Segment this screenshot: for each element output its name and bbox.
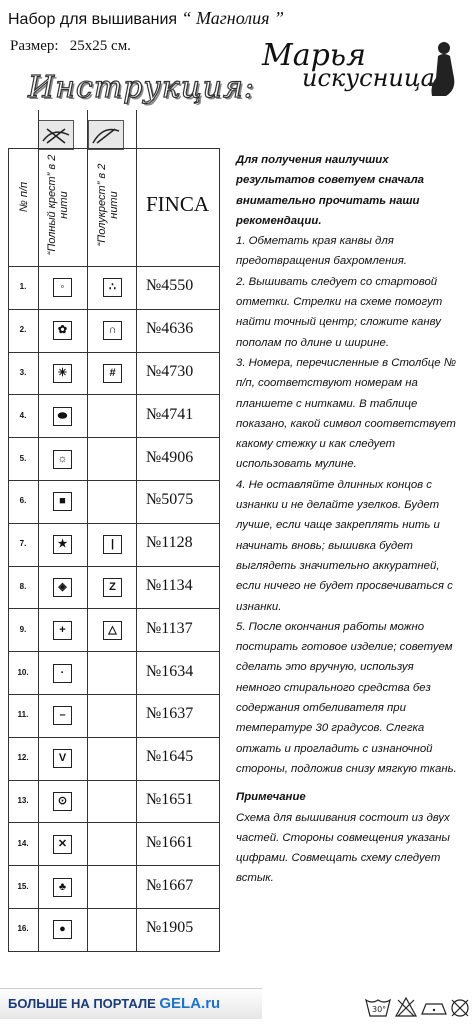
- row-divider: [8, 608, 220, 609]
- row-divider: [8, 523, 220, 524]
- table-border: [219, 148, 220, 952]
- full-cross-symbol: ♣: [53, 878, 72, 897]
- full-cross-symbol: V: [53, 749, 72, 768]
- full-cross-symbol: ✕: [53, 835, 72, 854]
- thread-table: [8, 110, 220, 952]
- col-half-cross-header: “Полукрест” в 2 нити: [96, 163, 120, 247]
- instruction-step-5: 5. После окончания работы можно постирать готовое изделие; советуем сделать это вручную, используя немного стирального средства без содержания отбеливателя при температуре 30 градусов. Слегка отжать и прогладить с изнаночной стороны, подложив снизу мягкую ткань.: [236, 620, 457, 775]
- no-bleach-icon: [396, 998, 416, 1016]
- row-divider: [8, 352, 220, 353]
- row-number: 16.: [17, 924, 29, 934]
- table-border: [136, 110, 137, 952]
- table-border: [8, 148, 9, 952]
- table-border: [8, 148, 220, 149]
- row-number: 7.: [19, 539, 27, 549]
- thread-code: №1134: [146, 577, 193, 594]
- full-cross-stitch-icon: [38, 120, 74, 150]
- row-divider: [8, 822, 220, 823]
- row-number: 6.: [19, 496, 27, 506]
- logo-line2: искусница: [302, 64, 435, 92]
- row-number: 11.: [17, 710, 29, 720]
- half-cross-symbol: ∩: [103, 321, 122, 340]
- row-number: 15.: [17, 881, 29, 891]
- table-border: [38, 110, 39, 952]
- size-line: [10, 38, 131, 55]
- table-border: [8, 266, 220, 267]
- full-cross-symbol: ◈: [53, 578, 72, 597]
- full-cross-symbol: +: [53, 621, 72, 640]
- half-cross-stitch-icon: [88, 120, 124, 150]
- row-number: 4.: [19, 410, 27, 420]
- full-cross-symbol: –: [53, 706, 72, 725]
- row-divider: [8, 865, 220, 866]
- row-divider: [8, 394, 220, 395]
- full-cross-symbol: ✿: [53, 321, 72, 340]
- no-dry-clean-icon: [452, 1000, 468, 1016]
- row-number: 10.: [17, 667, 29, 677]
- thread-code: №4730: [146, 363, 194, 380]
- half-cross-symbol: |: [103, 535, 122, 554]
- row-number: 1.: [19, 282, 27, 292]
- footer-site[interactable]: GELA.ru: [159, 995, 221, 1012]
- instructions-text: [236, 150, 458, 889]
- full-cross-symbol: ★: [53, 535, 72, 554]
- note-text: Схема для вышивания состоит из двух частей. Стороны совмещения указаны цифрами. Совмещать схему следует встык.: [236, 811, 450, 885]
- full-cross-symbol: ⬬: [53, 407, 72, 426]
- row-divider: [8, 694, 220, 695]
- row-divider: [8, 651, 220, 652]
- row-divider: [8, 951, 220, 952]
- thread-code: №1128: [146, 534, 193, 552]
- full-cross-symbol: ☼: [53, 450, 72, 469]
- instruction-step-3: 3. Номера, перечисленные в Столбце № п/п, соответствуют номерам на планшете с нитками. В таблице показано, какой символ соответствует какому стежку и как следует использовать мулине.: [236, 356, 457, 471]
- thread-code: №1637: [146, 705, 194, 723]
- row-number: 9.: [19, 624, 27, 634]
- seamstress-figure-icon: [422, 38, 462, 98]
- logo-line1: Марья: [262, 38, 367, 73]
- brand-logo: [262, 38, 462, 98]
- row-number: 14.: [17, 838, 29, 848]
- thread-code: №4741: [146, 405, 194, 423]
- half-cross-symbol: △: [103, 621, 122, 640]
- row-number: 8.: [19, 582, 27, 591]
- thread-code: №1661: [146, 833, 194, 851]
- thread-code: №1905: [146, 919, 194, 937]
- kit-title-prefix: Набор для вышивания: [8, 11, 178, 28]
- half-cross-symbol: Z: [103, 578, 122, 597]
- thread-code: №4636: [146, 320, 194, 338]
- wash-30-icon: [366, 1000, 390, 1016]
- row-divider: [8, 437, 220, 438]
- kit-name: “ Магнолия ”: [181, 8, 285, 28]
- note-title: Примечание: [236, 791, 306, 804]
- row-divider: [8, 309, 220, 310]
- thread-code: №1667: [146, 876, 194, 894]
- col-full-cross-header: “Полный крест” в 2 нити: [46, 154, 70, 256]
- size-value: 25х25 см.: [69, 38, 131, 54]
- footer-portal-text: БОЛЬШЕ НА ПОРТАЛЕ: [8, 996, 156, 1011]
- instruction-step-1: 1. Обметать края канвы для предотвращения бахромления.: [236, 235, 407, 268]
- row-divider: [8, 480, 220, 481]
- iron-icon: [422, 1004, 446, 1014]
- row-number: 5.: [19, 453, 27, 463]
- thread-code: №1137: [146, 619, 193, 637]
- col-finca-header: FINCA: [146, 192, 210, 216]
- row-number: 3.: [19, 368, 27, 377]
- table-border: [87, 110, 88, 952]
- size-label: Размер:: [10, 38, 59, 54]
- row-divider: [8, 737, 220, 738]
- instruction-step-2: 2. Вышивать следует со стартовой отметки. Стрелки на схеме помогут найти точный центр; сложите канву пополам по длине и ширине.: [236, 275, 443, 349]
- thread-code: №1634: [146, 662, 194, 680]
- full-cross-symbol: ■: [53, 492, 72, 511]
- thread-code: №5075: [146, 491, 194, 509]
- row-number: 13.: [17, 796, 29, 805]
- kit-title: [8, 8, 284, 29]
- footer-link[interactable]: [8, 995, 220, 1012]
- instruction-step-4: 4. Не оставляйте длинных концов с изнанки и не делайте узелков. Будет лучше, если чаще закреплять нить и начинать вновь; вышивка будет выглядеть значительно аккуратней, если ничего не будет просвечиваться с изнанки.: [236, 478, 453, 613]
- intro-paragraph: Для получения наилучших результатов советуем сначала внимательно прочитать наши рекомендации.: [236, 154, 424, 227]
- thread-code: №4550: [146, 277, 194, 295]
- row-divider: [8, 780, 220, 781]
- row-divider: [8, 908, 220, 909]
- half-cross-symbol: #: [103, 364, 122, 383]
- instructions-title: Инструкция:: [28, 70, 255, 105]
- care-symbols: [364, 992, 472, 1020]
- full-cross-symbol: ●: [53, 920, 72, 939]
- row-number: 2.: [19, 325, 27, 335]
- wash-temp: 30°: [372, 1005, 387, 1014]
- half-cross-symbol: ∴: [103, 278, 122, 297]
- row-divider: [8, 566, 220, 567]
- full-cross-symbol: ◦: [53, 278, 72, 297]
- thread-code: №4906: [146, 448, 194, 466]
- full-cross-symbol: ·: [53, 664, 72, 683]
- full-cross-symbol: ⊙: [53, 792, 72, 811]
- thread-code: №1645: [146, 748, 194, 766]
- full-cross-symbol: ✳: [53, 364, 72, 383]
- col-num-header: № п/п: [18, 181, 30, 213]
- row-number: 12.: [17, 753, 29, 763]
- thread-code: №1651: [146, 791, 194, 808]
